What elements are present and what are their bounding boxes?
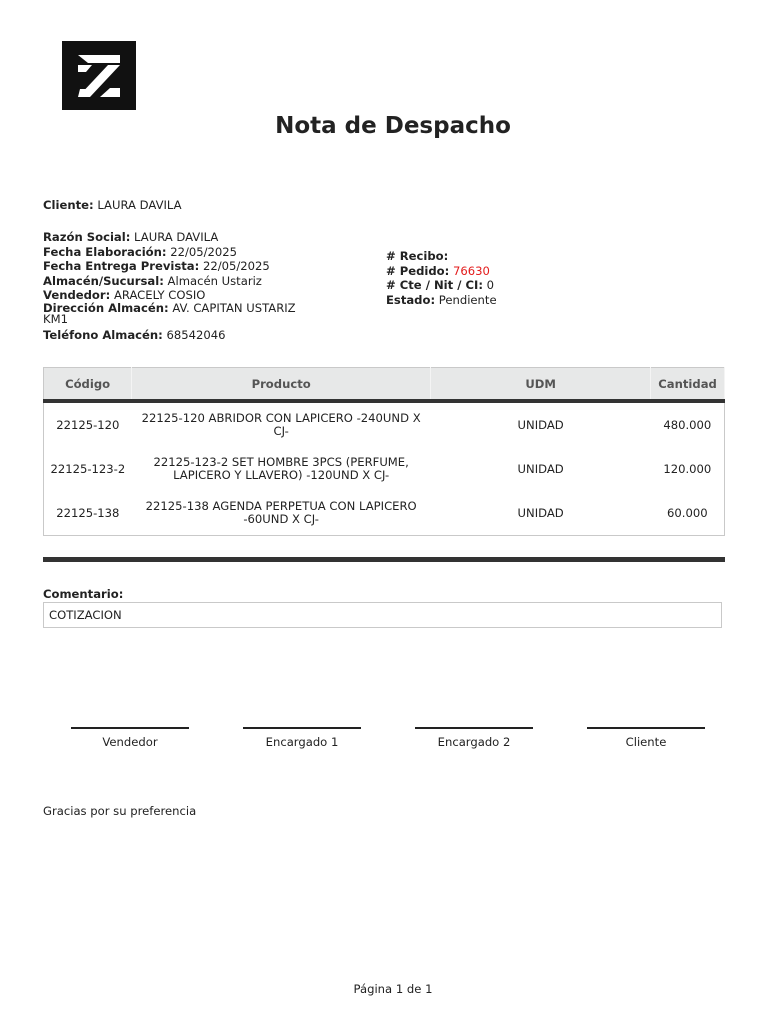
signature-cliente bbox=[587, 727, 705, 749]
table-header-row bbox=[44, 368, 725, 402]
cliente-value: LAURA DAVILA bbox=[97, 198, 182, 212]
cell-cantidad: 120.000 bbox=[663, 462, 712, 476]
fecha-entrega-row bbox=[43, 259, 313, 274]
almacen-label: Almacén/Sucursal: bbox=[43, 273, 164, 288]
direccion-row bbox=[43, 300, 313, 326]
signature-label: Encargado 2 bbox=[437, 735, 511, 749]
vendedor-value: ARACELY COSIO bbox=[113, 288, 206, 302]
product-description: 22125-138 AGENDA PERPETUA CON LAPICERO -60UND X CJ- bbox=[145, 499, 417, 526]
cell-producto bbox=[132, 401, 431, 447]
page-title: Nota de Despacho bbox=[275, 113, 511, 139]
cte-nit-value: 0 bbox=[486, 278, 495, 292]
estado-value: Pendiente bbox=[438, 292, 497, 307]
comment-label: Comentario: bbox=[43, 587, 124, 601]
cell-cantidad: 60.000 bbox=[667, 506, 708, 520]
cell-codigo: 22125-138 bbox=[56, 506, 120, 520]
table-row bbox=[44, 447, 725, 491]
telefono-row bbox=[43, 328, 313, 343]
fecha-elaboracion-label: Fecha Elaboración: bbox=[43, 244, 167, 259]
fecha-entrega-value: 22/05/2025 bbox=[202, 259, 270, 273]
recibo-row bbox=[386, 249, 497, 264]
pedido-value: 76630 bbox=[452, 263, 490, 278]
items-table bbox=[43, 367, 725, 536]
cell-producto bbox=[132, 447, 431, 491]
product-description: 22125-123-2 SET HOMBRE 3PCS (PERFUME, LAPICERO Y LLAVERO) -120UND X CJ- bbox=[153, 455, 409, 482]
telefono-value: 68542046 bbox=[166, 327, 226, 342]
header-producto: Producto bbox=[132, 368, 431, 402]
cell-codigo: 22125-120 bbox=[56, 418, 120, 432]
company-logo bbox=[62, 41, 136, 110]
order-details-right bbox=[386, 249, 497, 307]
cell-producto bbox=[132, 491, 431, 536]
fecha-entrega-label: Fecha Entrega Prevista: bbox=[43, 259, 200, 273]
comment-box: COTIZACION bbox=[43, 602, 722, 628]
signature-label: Cliente bbox=[625, 735, 667, 749]
order-details-left bbox=[43, 230, 313, 342]
logo-mark-icon bbox=[62, 41, 136, 110]
razon-social-label: Razón Social: bbox=[43, 230, 131, 244]
cte-nit-row bbox=[386, 278, 497, 293]
cte-nit-label: # Cte / Nit / CI: bbox=[386, 278, 483, 292]
direccion-value: AV. CAPITAN USTARIZ KM1 bbox=[43, 300, 296, 326]
pedido-row bbox=[386, 264, 497, 279]
header-udm: UDM bbox=[431, 368, 651, 402]
vendedor-label: Vendedor: bbox=[43, 288, 111, 302]
header-cantidad: Cantidad bbox=[651, 368, 725, 402]
signature-line bbox=[415, 727, 533, 729]
recibo-label: # Recibo: bbox=[386, 249, 449, 263]
section-divider bbox=[43, 557, 725, 562]
thanks-message: Gracias por su preferencia bbox=[43, 804, 197, 818]
cell-codigo: 22125-123-2 bbox=[50, 462, 126, 476]
header-codigo: Código bbox=[44, 368, 132, 402]
signature-label: Encargado 1 bbox=[265, 735, 339, 749]
razon-social-value: LAURA DAVILA bbox=[134, 230, 219, 244]
signature-line bbox=[587, 727, 705, 729]
cliente-label: Cliente: bbox=[43, 198, 94, 212]
almacen-value: Almacén Ustariz bbox=[167, 273, 262, 288]
razon-social-row bbox=[43, 230, 313, 245]
almacen-row bbox=[43, 274, 313, 289]
direccion-label: Dirección Almacén: bbox=[43, 300, 169, 315]
signature-label: Vendedor bbox=[102, 735, 158, 749]
cell-udm: UNIDAD bbox=[517, 418, 564, 432]
table-row bbox=[44, 401, 725, 447]
pedido-label: # Pedido: bbox=[386, 263, 450, 278]
signature-encargado-1 bbox=[243, 727, 361, 749]
cell-cantidad: 480.000 bbox=[663, 418, 712, 432]
estado-label: Estado: bbox=[386, 292, 436, 307]
fecha-elaboracion-row bbox=[43, 245, 313, 260]
signature-encargado-2 bbox=[415, 727, 533, 749]
signature-vendedor bbox=[71, 727, 189, 749]
product-description: 22125-120 ABRIDOR CON LAPICERO -240UND X CJ- bbox=[141, 411, 421, 438]
cliente-row bbox=[43, 198, 182, 213]
fecha-elaboracion-value: 22/05/2025 bbox=[170, 244, 238, 259]
telefono-label: Teléfono Almacén: bbox=[43, 327, 163, 342]
cell-udm: UNIDAD bbox=[517, 462, 564, 476]
signature-line bbox=[243, 727, 361, 729]
cell-udm: UNIDAD bbox=[517, 506, 564, 520]
table-row bbox=[44, 491, 725, 536]
estado-row bbox=[386, 293, 497, 308]
page-number: Página 1 de 1 bbox=[353, 982, 433, 996]
signature-line bbox=[71, 727, 189, 729]
